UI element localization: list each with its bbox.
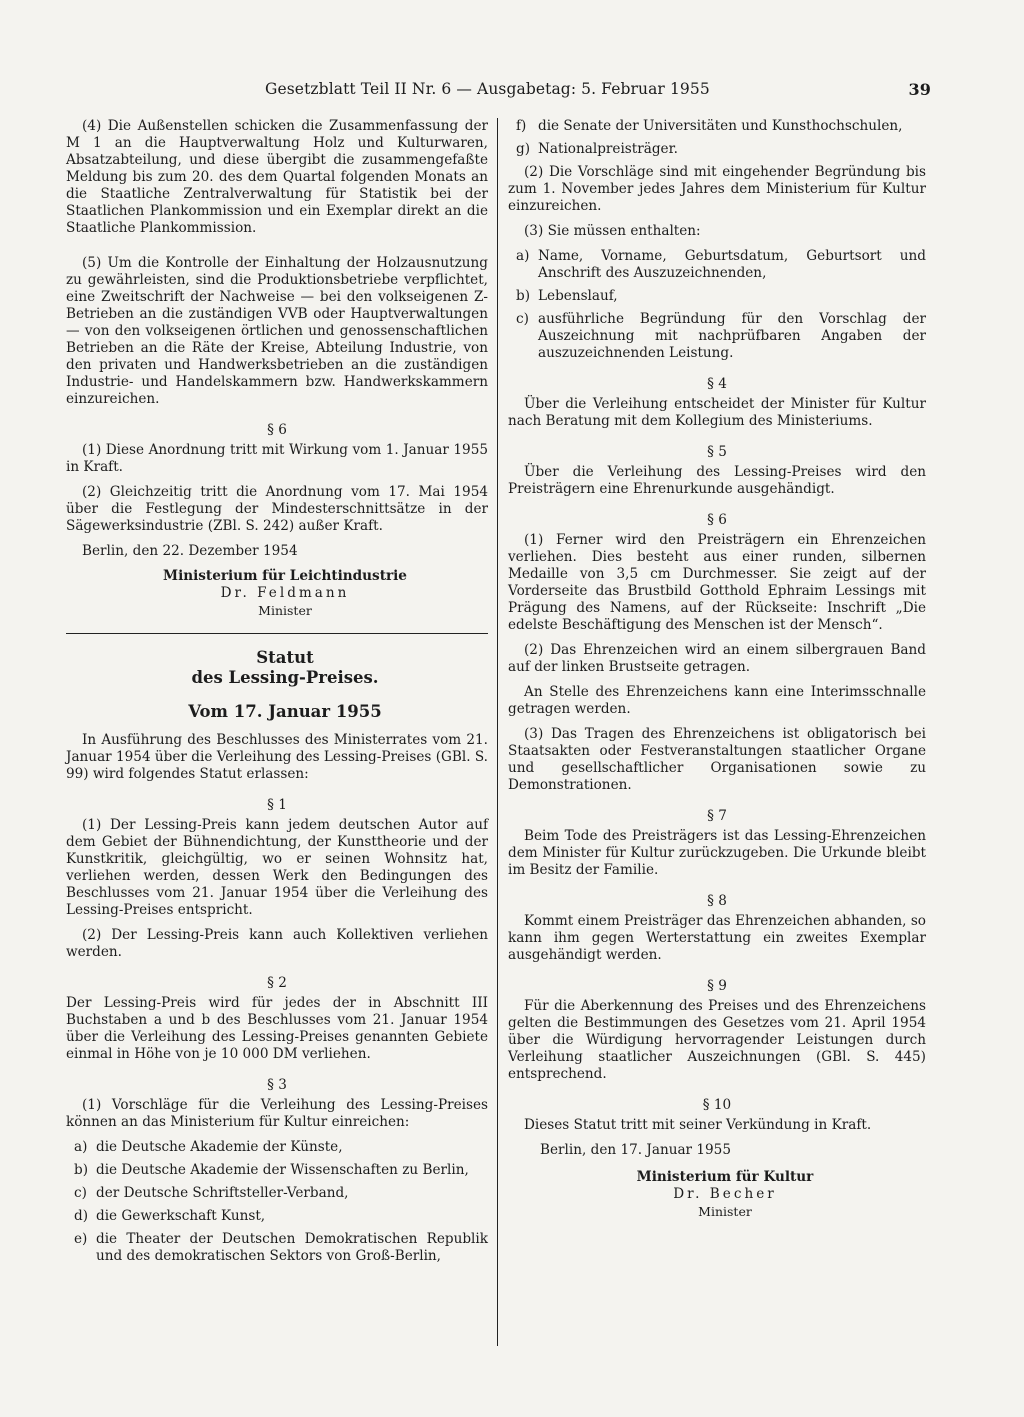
paragraph: Über die Verleihung entscheidet der Minister für Kultur nach Beratung mit dem Kollegium des Ministeriums. bbox=[508, 396, 926, 429]
paragraph: (2) Die Vorschläge sind mit eingehender Begründung bis zum 1. November jedes Jahres dem Ministerium für Kultur einzureichen. bbox=[508, 164, 926, 214]
section-heading: § 1 bbox=[267, 797, 287, 813]
section-heading: § 8 bbox=[707, 893, 727, 909]
signer-role: Minister bbox=[258, 603, 312, 618]
list-item: f) die Senate der Universitäten und Kunsthochschulen, bbox=[516, 118, 903, 134]
column-divider bbox=[497, 118, 498, 1346]
list-item: d) die Gewerkschaft Kunst, bbox=[74, 1208, 266, 1224]
ministry-name: Ministerium für Kultur bbox=[636, 1169, 814, 1185]
list-item: c) ausführliche Begründung für den Vorschlag der Auszeichnung mit nachprüfbaren Angaben der auszuzeichnenden Leistung. bbox=[516, 311, 926, 361]
signer-role: Minister bbox=[698, 1204, 752, 1219]
list-item: a) die Deutsche Akademie der Künste, bbox=[74, 1139, 343, 1155]
statut-title: Statut bbox=[256, 648, 314, 667]
date-line: Berlin, den 17. Januar 1955 bbox=[540, 1142, 731, 1158]
section-heading: § 4 bbox=[707, 376, 727, 392]
paragraph: Dieses Statut tritt mit seiner Verkündung in Kraft. bbox=[524, 1117, 872, 1133]
paragraph: Für die Aberkennung des Preises und des Ehrenzeichens gelten die Bestimmungen des Gesetzes vom 21. April 1954 über die Würdigung hervorragender Leistungen durch Verleihung staatlicher Auszeichnungen (GBl. S. 445) entsprechend. bbox=[508, 998, 926, 1082]
paragraph: Über die Verleihung des Lessing-Preises wird den Preisträgern eine Ehrenurkunde ausgehändigt. bbox=[508, 464, 926, 497]
page-header bbox=[265, 80, 935, 106]
paragraph: (2) Der Lessing-Preis kann auch Kollektiven verliehen werden. bbox=[66, 927, 488, 960]
paragraph: (1) Diese Anordnung tritt mit Wirkung vom 1. Januar 1955 in Kraft. bbox=[66, 442, 488, 475]
list-item: c) der Deutsche Schriftsteller-Verband, bbox=[74, 1185, 349, 1201]
list-item: a) Name, Vorname, Geburtsdatum, Geburtsort und Anschrift des Auszuzeichnenden, bbox=[516, 248, 926, 281]
paragraph: (2) Gleichzeitig tritt die Anordnung vom 17. Mai 1954 über die Festlegung der Mindesterschnittsätze in der Sägewerksindustrie (ZBl. S. 242) außer Kraft. bbox=[66, 484, 488, 534]
section-heading: § 5 bbox=[707, 444, 727, 460]
header-title: Gesetzblatt Teil II Nr. 6 — Ausgabetag: 5. Februar 1955 bbox=[265, 80, 710, 98]
paragraph: (4) Die Außenstellen schicken die Zusammenfassung der M 1 an die Hauptverwaltung Holz und Kulturwaren, Absatzabteilung, und diese übergibt die zusammengefaßte Meldung bis zum 20. des dem Quartal folgenden Monats an die Staatliche Zentralverwaltung für Statistik bei der Staatlichen Plankommission und ein Exemplar direkt an die Staatliche Plankommission. bbox=[66, 118, 488, 236]
signer-name: Dr. Becher bbox=[673, 1186, 777, 1202]
section-heading: § 3 bbox=[267, 1077, 287, 1093]
horizontal-rule bbox=[66, 633, 488, 634]
statut-date: Vom 17. Januar 1955 bbox=[188, 702, 382, 721]
paragraph: An Stelle des Ehrenzeichens kann eine Interimsschnalle getragen werden. bbox=[508, 684, 926, 717]
paragraph: (1) Vorschläge für die Verleihung des Lessing-Preises können an das Ministerium für Kultur einreichen: bbox=[66, 1097, 488, 1130]
paragraph: In Ausführung des Beschlusses des Ministerrates vom 21. Januar 1954 über die Verleihung des Lessing-Preises (GBl. S. 99) wird folgendes Statut erlassen: bbox=[66, 732, 488, 782]
paragraph: Beim Tode des Preisträgers ist das Lessing-Ehrenzeichen dem Minister für Kultur zurückzugeben. Die Urkunde bleibt im Besitz der Familie. bbox=[508, 828, 926, 878]
paragraph: Kommt einem Preisträger das Ehrenzeichen abhanden, so kann ihm gegen Werterstattung ein zweites Exemplar ausgehändigt werden. bbox=[508, 913, 926, 963]
section-heading: § 9 bbox=[707, 978, 727, 994]
list-item: b) die Deutsche Akademie der Wissenschaften zu Berlin, bbox=[74, 1162, 469, 1178]
paragraph: (3) Sie müssen enthalten: bbox=[524, 223, 701, 239]
section-heading: § 7 bbox=[707, 808, 727, 824]
list-item: g) Nationalpreisträger. bbox=[516, 141, 678, 157]
right-column bbox=[508, 118, 926, 1220]
signature-block bbox=[66, 568, 488, 619]
date-line: Berlin, den 22. Dezember 1954 bbox=[82, 543, 298, 559]
list-item: e) die Theater der Deutschen Demokratischen Republik und des demokratischen Sektors von Groß-Berlin, bbox=[74, 1231, 488, 1264]
paragraph: (1) Ferner wird den Preisträgern ein Ehrenzeichen verliehen. Dies besteht aus einer runden, silbernen Medaille von 3,5 cm Durchmesser. Sie zeigt auf der Vorderseite das Brustbild Gotthold Ephraim Lessings mit Prägung des Namens, auf der Rückseite: Inschrift „Die edelste Beschäftigung des Menschen ist der Mensch“. bbox=[508, 532, 926, 633]
signature-block bbox=[508, 1169, 926, 1220]
list-item: b) Lebenslauf, bbox=[516, 288, 618, 304]
signer-name: Dr. Feldmann bbox=[220, 585, 350, 601]
section-heading: § 10 bbox=[702, 1097, 732, 1113]
left-column bbox=[66, 118, 488, 1271]
paragraph: (2) Das Ehrenzeichen wird an einem silbergrauen Band auf der linken Brustseite getragen. bbox=[508, 642, 926, 675]
section-heading: § 6 bbox=[267, 422, 287, 438]
section-heading: § 6 bbox=[707, 512, 727, 528]
page-number: 39 bbox=[908, 80, 931, 99]
statut-subtitle: des Lessing-Preises. bbox=[191, 668, 379, 687]
paragraph: (5) Um die Kontrolle der Einhaltung der Holzausnutzung zu gewährleisten, sind die Produktionsbetriebe verpflichtet, eine Zweitschrift der Nachweise — bei den volkseigenen Z-Betrieben an die zuständigen VVB oder Hauptverwaltungen — von den volkseigenen örtlichen und genossenschaftlichen Betrieben an die Räte der Kreise, Abteilung Industrie, von den privaten und Handwerksbetrieben an die zuständigen Industrie- und Handelskammern bzw. Handwerkskammern einzureichen. bbox=[66, 255, 488, 407]
ministry-name: Ministerium für Leichtindustrie bbox=[163, 568, 407, 584]
paragraph: (1) Der Lessing-Preis kann jedem deutschen Autor auf dem Gebiet der Bühnendichtung, der Kunsttheorie und der Kunstkritik, gleichgültig, wo er seinen Wohnsitz hat, verliehen werden, dessen Werk den Bedingungen des Beschlusses vom 21. Januar 1954 über die Verleihung des Lessing-Preises entspricht. bbox=[66, 817, 488, 918]
paragraph: Der Lessing-Preis wird für jedes der in Abschnitt III Buchstaben a und b des Beschlusses vom 21. Januar 1954 über die Verleihung des Lessing-Preises genannten Gebiete einmal in Höhe von je 10 000 DM verliehen. bbox=[66, 995, 488, 1062]
section-heading: § 2 bbox=[267, 975, 287, 991]
paragraph: (3) Das Tragen des Ehrenzeichens ist obligatorisch bei Staatsakten oder Festveranstaltungen staatlicher Organe und gesellschaftlicher Organisationen sowie zu Demonstrationen. bbox=[508, 726, 926, 793]
